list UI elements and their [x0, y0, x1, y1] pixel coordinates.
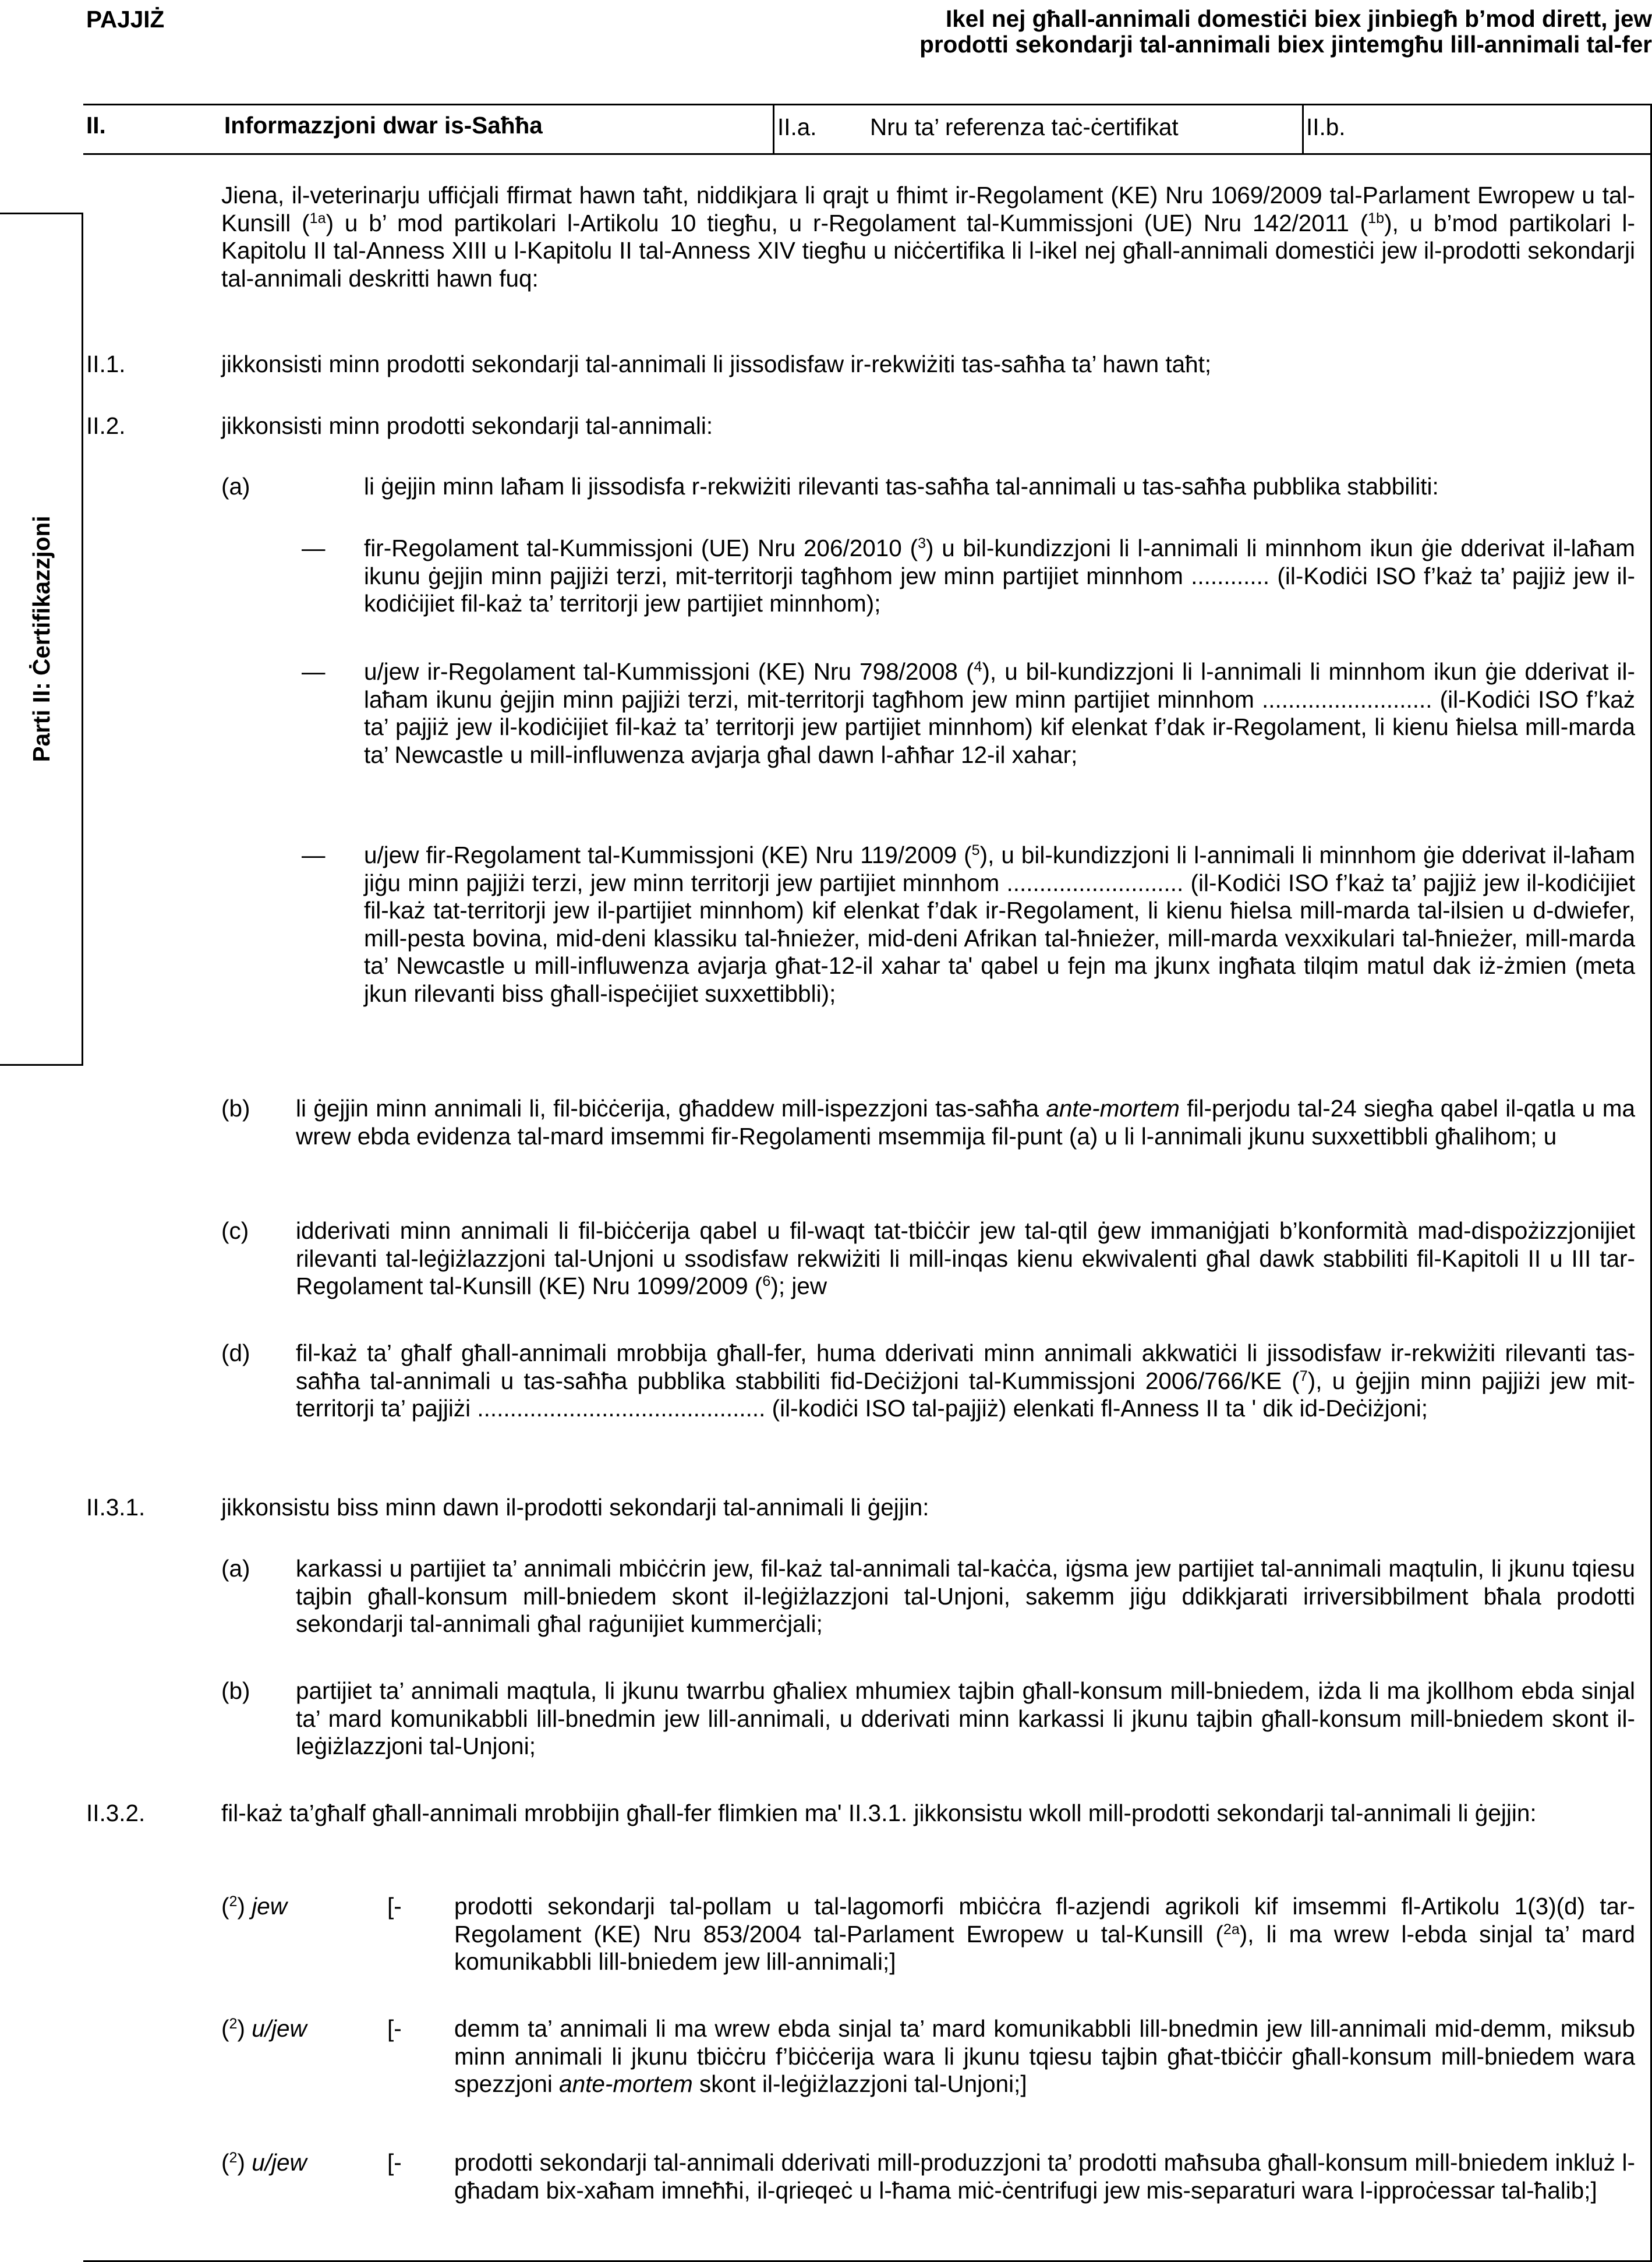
option-label-1: ($^2$) jew	[221, 1893, 287, 1920]
reference-label: Nru ta’ referenza taċ-ċertifikat	[870, 114, 1179, 140]
sub-text-ii31a: karkassi u partijiet ta’ annimali mbiċċrin jew, fil-każ tal-annimali tal-kaċċa, iġsma jew partijiet tal-annimali maqtulin, li jkunu tqiesu tajbin għall-konsum mill-bniedem skont il-leġiżlazzjoni tal-Unjoni, sakemm jiġu ddikkjarati irriversibbilment bħala prodotti sekondarji tal-annimali għal raġunijiet kummerċjali;	[296, 1555, 1635, 1638]
dash-text-3: u/jew fir-Regolament tal-Kummissjoni (KE) Nru 119/2009 ($^5$), u bil-kundizzjoni li l-annimali li minnhom ġie dderivat il-laħam jiġu minn pajjiżi terzi, jew minn territorji jew partijiet minnhom ........................... (il-Kodiċi ISO f’każ ta’ pajjiż jew il-kodiċijiet fil-każ tat-territorji jew il-partijiet minnhom) kif elenkat f’dak ir-Regolament, li kienu ħielsa mill-marda tal-ilsien u d-dwiefer, mill-pesta bovina, mid-deni klassiku tal-ħnieżer, mid-deni Afrikan tal-ħnieżer, mill-marda vexxikulari tal-ħnieżer, mill-marda ta’ Newcastle u mill-influwenza avjarja għat-12-il xahar ta' qabel u fejn ma jkunx ingħata tilqim matul dak iż-żmien (meta jkun rilevanti biss għall-ispeċijiet suxxettibbli);	[364, 842, 1636, 1007]
dash-text-2: u/jew ir-Regolament tal-Kummissjoni (KE) Nru 798/2008 ($^4$), u bil-kundizzjoni li l-annimali li minnhom ikun ġie dderivat il-laħam ikunu ġejjin minn pajjiżi terzi, mit-territorji tagħhom jew minn partijiet minnhom .......................... (il-Kodiċi ISO f’każ ta’ pajjiż jew il-kodiċijiet fil-każ ta’ territorji jew partijiet minnhom) kif elenkat f’dak ir-Regolament, li kienu ħielsa mill-marda ta’ Newcastle u mill-influwenza avjarja għal dawn l-aħħar 12-il xahar;	[364, 658, 1635, 768]
country-label: PAJJIŻ	[86, 6, 165, 33]
item-text-ii31: jikkonsistu biss minn dawn il-prodotti sekondarji tal-annimali li ġejjin:	[221, 1494, 929, 1521]
reference-code: II.a.	[777, 114, 817, 140]
option-bracket-1: [-	[387, 1893, 402, 1920]
item-number-ii1: II.1.	[86, 351, 126, 377]
item-number-ii31: II.3.1.	[86, 1494, 146, 1521]
model-title: Ikel nej għall-annimali domestiċi biex jinbiegħ b’mod dirett, jew prodotti sekondarji tal-annimali biex jintemgħu lill-annimali tal-fer	[919, 5, 1652, 58]
item-number-ii32: II.3.2.	[86, 1800, 146, 1826]
header-col-rule-2	[1302, 104, 1304, 155]
dash-text-1: fir-Regolament tal-Kummissjoni (UE) Nru 206/2010 ($^3$) u bil-kundizzjoni li l-annimali li minnhom ikun ġie dderivat il-laħam ikunu ġejjin minn pajjiżi terzi, mit-territorji tagħhom jew minn partijiet minnhom ............ (il-Kodiċi ISO f’każ ta’ pajjiż jew il-kodiċijiet fil-każ ta’ territorji jew partijiet minnhom);	[364, 535, 1635, 617]
option-label-2: ($^2$) u/jew	[221, 2015, 307, 2042]
option-bracket-2: [-	[387, 2015, 402, 2042]
header-col-rule-1	[773, 104, 774, 155]
iicode-label: II.b.	[1306, 114, 1346, 140]
item-text-ii1: jikkonsisti minn prodotti sekondarji tal-annimali li jissodisfaw ir-rekwiżiti tas-saħħa ta’ hawn taħt;	[221, 351, 1212, 377]
sub-label-ii2c: (c)	[221, 1217, 249, 1244]
sub-label-ii31a: (a)	[221, 1555, 250, 1582]
dash-marker-3: —	[302, 842, 326, 868]
sub-label-ii2a: (a)	[221, 473, 250, 500]
section-title: Informazzjoni dwar is-Saħħa	[224, 112, 543, 139]
header-bottom-rule	[83, 153, 1652, 155]
sub-text-ii2d: fil-każ ta’ għalf għall-annimali mrobbija għall-fer, huma dderivati minn annimali akkwatiċi li jissodisfaw ir-rekwiżiti rilevanti tas-saħħa tal-annimali u tas-saħħa pubblika stabbiliti fid-Deċiżjoni tal-Kummissjoni 2006/766/KE ($^7$), u ġejjin minn pajjiżi jew mit-territorji ta’ pajjiżi ............................................ (il-kodiċi ISO tal-pajjiż) elenkati fl-Anness II ta ' dik id-Deċiżjoni;	[296, 1339, 1635, 1422]
sub-label-ii31b: (b)	[221, 1677, 250, 1704]
option-text-2: demm ta’ annimali li ma wrew ebda sinjal ta’ mard komunikabbli lill-bnedmin jew lill-annimali mid-demm, miksub minn annimali li jkunu tbiċċru f’biċċerija wara li jkunu tqiesu tajbin għat-tbiċċir għall-konsum mill-bniedem wara spezzjoni ante-mortem skont il-leġiżlazzjoni tal-Unjoni;]	[454, 2015, 1635, 2098]
option-text-3: prodotti sekondarji tal-annimali dderivati mill-produzzjoni ta’ prodotti maħsuba għall-konsum mill-bniedem inkluż l-għadam bix-xaħam imneħħi, il-qrieqeċ u l-ħama miċ-ċentrifugi jew mis-separaturi wara l-ipproċessar tal-ħalib;]	[454, 2149, 1635, 2204]
option-text-1: prodotti sekondarji tal-pollam u tal-lagomorfi mbiċċra fl-azjendi agrikoli kif imsemmi fl-Artikolu 1(3)(d) tar-Regolament (KE) Nru 853/2004 tal-Parlament Ewropew u tal-Kunsill ($^{2a}$), li ma wrew l-ebda sinjal ta’ mard komunikabbli lill-bniedem jew lill-annimali;]	[454, 1893, 1635, 1975]
header-top-rule	[83, 104, 1652, 105]
option-bracket-3: [-	[387, 2149, 402, 2176]
item-text-ii32: fil-każ ta’għalf għall-annimali mrobbijin għall-fer flimkien ma' II.3.1. jikkonsistu wkoll mill-prodotti sekondarji tal-annimali li ġejjin:	[221, 1800, 1537, 1826]
option-label-3: ($^2$) u/jew	[221, 2149, 307, 2176]
sub-text-ii2b: li ġejjin minn annimali li, fil-biċċerija, għaddew mill-ispezzjoni tas-saħħa ante-mortem fil-perjodu tal-24 siegħa qabel il-qatla u ma wrew ebda evidenza tal-mard imsemmi fir-Regolamenti msemmija fil-punt (a) u li l-annimali jkunu suxxettibbli għalihom; u	[296, 1095, 1635, 1150]
sub-text-ii2c: idderivati minn annimali li fil-biċċerija qabel u fil-waqt tat-tbiċċir jew tal-qtil ġew immaniġjati b’konformità mad-dispożizzjonijiet rilevanti tal-leġiżlazzjoni tal-Unjoni u ssodisfaw rekwiżiti li mill-inqas kienu ekwivalenti għal dawk stabbiliti fil-Kapitoli II u III tar-Regolament tal-Kunsill (KE) Nru 1099/2009 ($^6$); jew	[296, 1217, 1635, 1300]
sub-text-ii31b: partijiet ta’ annimali maqtula, li jkunu twarrbu għaliex mhumiex tajbin għall-konsum mill-bniedem, iżda li ma jkollhom ebda sinjal ta’ mard komunikabbli lill-bnedmin jew lill-annimali, u dderivati minn karkassi li jkunu tajbin għall-konsum mill-bniedem skont il-leġiżlazzjoni tal-Unjoni;	[296, 1677, 1635, 1760]
side-label: Parti II: Ċertifikazzjoni	[28, 515, 55, 762]
sub-label-ii2b: (b)	[221, 1095, 250, 1122]
sub-text-ii2a: li ġejjin minn laħam li jissodisfa r-rekwiżiti rilevanti tas-saħħa tal-annimali u tas-saħħa pubblika stabbiliti:	[364, 473, 1439, 500]
dash-marker-2: —	[302, 658, 326, 685]
dash-marker-1: —	[302, 535, 326, 561]
section-number: II.	[86, 112, 106, 139]
item-text-ii2: jikkonsisti minn prodotti sekondarji tal-annimali:	[221, 412, 713, 439]
item-number-ii2: II.2.	[86, 412, 126, 439]
sub-label-ii2d: (d)	[221, 1339, 250, 1366]
intro-paragraph: Jiena, il-veterinarju uffiċjali ffirmat hawn taħt, niddikjara li qrajt u fhimt ir-Regolament (KE) Nru 1069/2009 tal-Parlament Ewropew u tal-Kunsill ($^{1a}$) u b’ mod partikolari l-Artikolu 10 tiegħu, u r-Regolament tal-Kummissjoni (UE) Nru 142/2011 ($^{1b}$), u b’mod partikolari l-Kapitolu II tal-Anness XIII u l-Kapitolu II tal-Anness XIV tiegħu u niċċertifika li l-ikel nej għall-annimali domestiċi jew il-prodotti sekondarji tal-annimali deskritti hawn fuq:	[221, 182, 1636, 292]
